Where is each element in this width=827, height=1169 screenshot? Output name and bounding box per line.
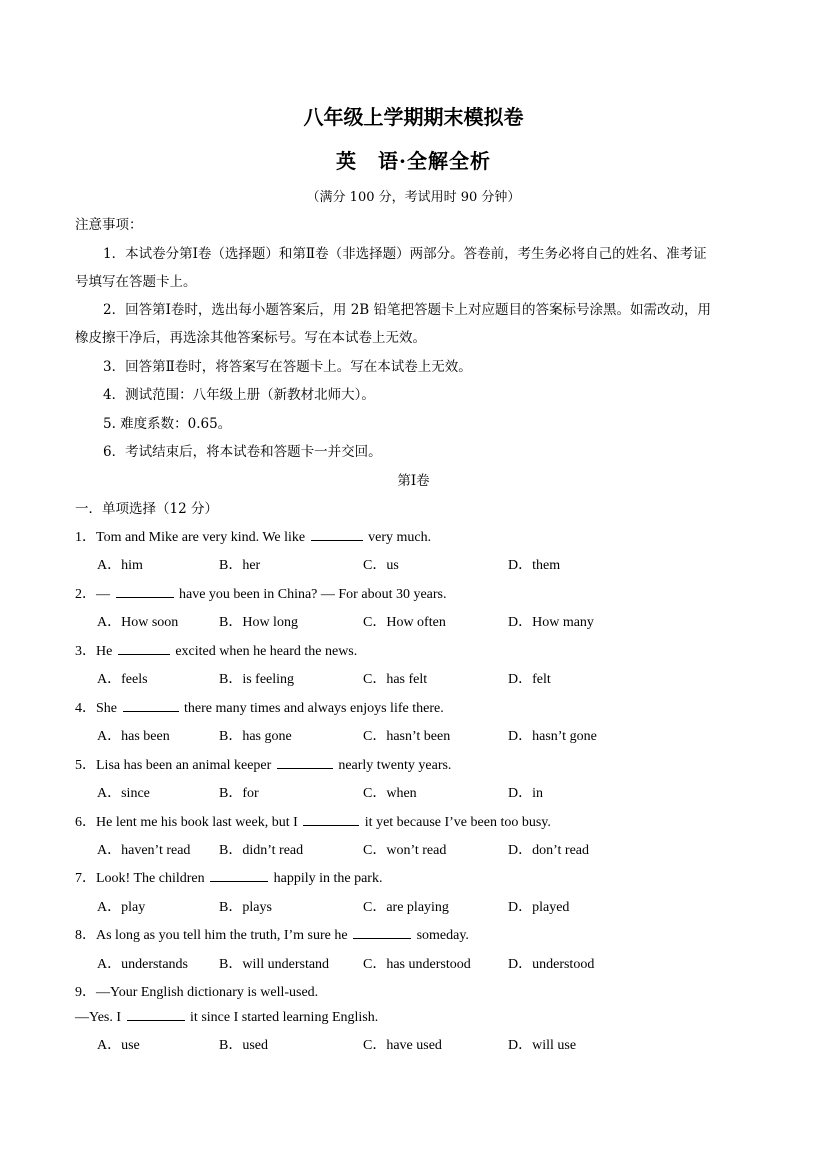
answer-option: B．is feeling bbox=[219, 672, 295, 687]
answer-option: D．understood bbox=[508, 957, 595, 972]
answer-option: B．her bbox=[219, 558, 261, 573]
answer-blank bbox=[118, 642, 170, 655]
answer-option: A．understands bbox=[97, 957, 188, 972]
question-text: — bbox=[96, 587, 114, 602]
answer-option: C．have used bbox=[363, 1038, 442, 1053]
answer-option: A．has been bbox=[97, 729, 170, 744]
question-stem bbox=[75, 867, 382, 887]
question-text: have you been in China? — For about 30 years. bbox=[175, 587, 447, 602]
question-stem bbox=[75, 924, 469, 944]
notice-item: 1．本试卷分第Ⅰ卷（选择题）和第Ⅱ卷（非选择题）两部分。答卷前，考生务必将自己的姓名、准考证 bbox=[103, 246, 707, 262]
answer-option: D．played bbox=[508, 900, 570, 915]
question-text: nearly twenty years. bbox=[334, 758, 452, 773]
answer-option: D．will use bbox=[508, 1038, 577, 1053]
answer-option: C．How often bbox=[363, 615, 446, 630]
answer-option: D．hasn’t gone bbox=[508, 729, 597, 744]
answer-option: D．felt bbox=[508, 672, 551, 687]
answer-option: B．didn’t read bbox=[219, 843, 304, 858]
page-subtitle: 英 语·全解全析 bbox=[336, 149, 491, 173]
answer-option: B．has gone bbox=[219, 729, 292, 744]
answer-blank bbox=[311, 528, 363, 541]
answer-option: D．How many bbox=[508, 615, 594, 630]
answer-blank bbox=[303, 813, 359, 826]
answer-option: D．don’t read bbox=[508, 843, 589, 858]
question-stem bbox=[75, 981, 318, 1001]
answer-option: C．hasn’t been bbox=[363, 729, 451, 744]
answer-option: D．in bbox=[508, 786, 543, 801]
answer-option: A．haven’t read bbox=[97, 843, 191, 858]
question-text: Lisa has been an animal keeper bbox=[96, 758, 275, 773]
question-stem-line2 bbox=[75, 1008, 378, 1026]
question-stem bbox=[75, 583, 447, 603]
question-number: 6． bbox=[75, 815, 96, 830]
answer-option: C．has felt bbox=[363, 672, 428, 687]
part-title: 一．单项选择（12 分） bbox=[75, 501, 218, 517]
answer-option: B．will understand bbox=[219, 957, 330, 972]
notice-item: 号填写在答题卡上。 bbox=[75, 274, 197, 290]
question-text: —Your English dictionary is well-used. bbox=[96, 985, 319, 1000]
question-text: it yet because I’ve been too busy. bbox=[361, 815, 551, 830]
notice-item: 橡皮擦干净后，再选涂其他答案标号。写在本试卷上无效。 bbox=[75, 330, 426, 346]
question-text: —Yes. I bbox=[75, 1010, 125, 1025]
question-number: 8． bbox=[75, 928, 96, 943]
answer-blank bbox=[353, 926, 411, 939]
answer-option: C．has understood bbox=[363, 957, 471, 972]
section-label: 第Ⅰ卷 bbox=[397, 473, 430, 489]
question-text: He bbox=[96, 644, 116, 659]
notice-item: 2．回答第Ⅰ卷时，选出每小题答案后，用 2B 铅笔把答题卡上对应题目的答案标号涂黑。如需改动，用 bbox=[103, 302, 712, 318]
answer-option: A．him bbox=[97, 558, 143, 573]
answer-option: D．them bbox=[508, 558, 561, 573]
answer-option: A．feels bbox=[97, 672, 148, 687]
question-stem bbox=[75, 526, 431, 546]
question-number: 3． bbox=[75, 644, 96, 659]
question-number: 5． bbox=[75, 758, 96, 773]
answer-blank bbox=[277, 756, 333, 769]
question-text: happily in the park. bbox=[270, 871, 383, 886]
score-note: （满分 100 分，考试用时 90 分钟） bbox=[306, 190, 521, 205]
answer-option: B．How long bbox=[219, 615, 298, 630]
answer-option: C．won’t read bbox=[363, 843, 447, 858]
answer-option: A．play bbox=[97, 900, 146, 915]
answer-option: C．when bbox=[363, 786, 417, 801]
notice-item: 5. 难度系数：0.65。 bbox=[103, 416, 232, 432]
notice-heading: 注意事项： bbox=[75, 217, 143, 233]
question-number: 1． bbox=[75, 530, 96, 545]
question-text: it since I started learning English. bbox=[186, 1010, 379, 1025]
answer-blank bbox=[123, 699, 179, 712]
question-stem bbox=[75, 754, 451, 774]
answer-blank bbox=[127, 1008, 185, 1021]
answer-option: B．plays bbox=[219, 900, 272, 915]
question-text: He lent me his book last week, but I bbox=[96, 815, 302, 830]
question-number: 2． bbox=[75, 587, 96, 602]
question-text: there many times and always enjoys life there. bbox=[180, 701, 444, 716]
notice-item: 3．回答第Ⅱ卷时，将答案写在答题卡上。写在本试卷上无效。 bbox=[103, 359, 472, 375]
notice-item: 6．考试结束后，将本试卷和答题卡一并交回。 bbox=[103, 444, 382, 460]
question-stem bbox=[75, 697, 444, 717]
answer-blank bbox=[210, 869, 268, 882]
question-text: very much. bbox=[364, 530, 432, 545]
answer-option: A．since bbox=[97, 786, 150, 801]
notice-item: 4．测试范围：八年级上册（新教材北师大）。 bbox=[103, 387, 375, 403]
question-text: Look! The children bbox=[96, 871, 209, 886]
question-stem bbox=[75, 811, 551, 831]
answer-option: C．us bbox=[363, 558, 399, 573]
question-text: someday. bbox=[413, 928, 469, 943]
question-number: 9． bbox=[75, 985, 96, 1000]
question-text: She bbox=[96, 701, 121, 716]
answer-option: A．How soon bbox=[97, 615, 179, 630]
question-number: 7． bbox=[75, 871, 96, 886]
answer-blank bbox=[116, 585, 174, 598]
page-title: 八年级上学期期末模拟卷 bbox=[303, 105, 524, 129]
question-number: 4． bbox=[75, 701, 96, 716]
answer-option: A．use bbox=[97, 1038, 140, 1053]
question-text: As long as you tell him the truth, I’m sure he bbox=[96, 928, 352, 943]
answer-option: B．used bbox=[219, 1038, 268, 1053]
answer-option: C．are playing bbox=[363, 900, 449, 915]
question-text: excited when he heard the news. bbox=[171, 644, 358, 659]
answer-option: B．for bbox=[219, 786, 259, 801]
question-text: Tom and Mike are very kind. We like bbox=[96, 530, 309, 545]
question-stem bbox=[75, 640, 357, 660]
